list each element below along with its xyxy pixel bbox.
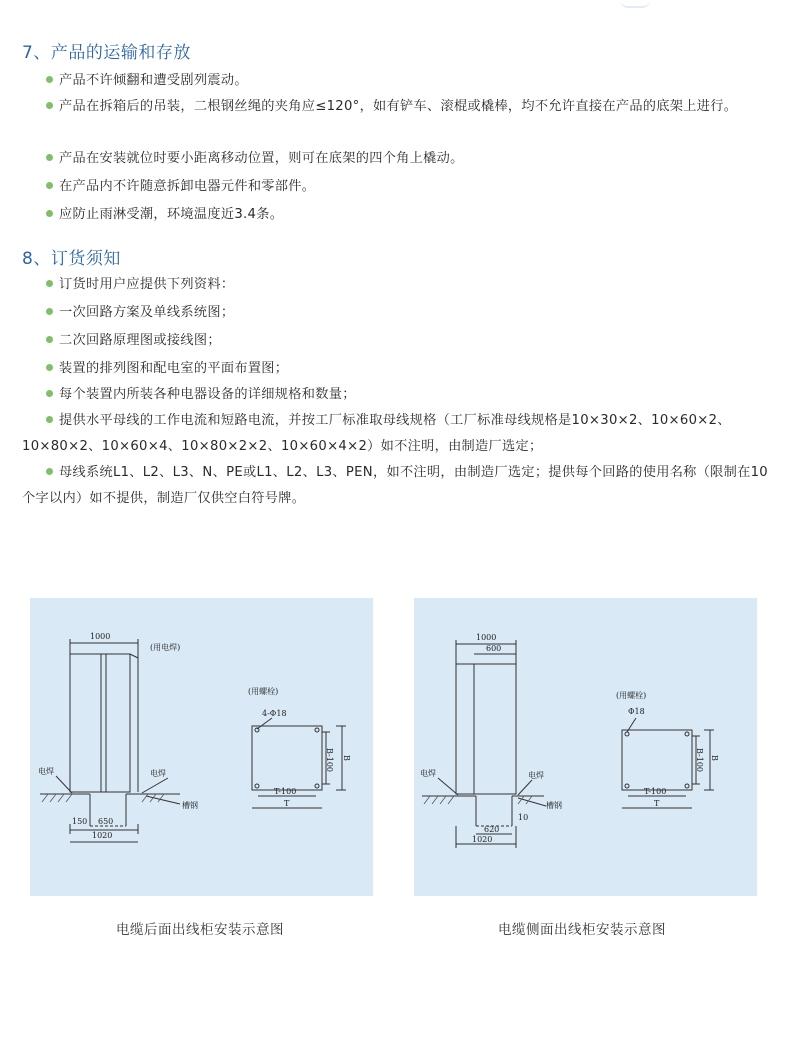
- bullet-icon: [46, 280, 53, 287]
- bullet-icon: [46, 468, 53, 475]
- label-bolt: (用螺栓): [616, 691, 647, 700]
- bullet-icon: [46, 308, 53, 315]
- bullet-icon: [46, 210, 53, 217]
- dim-10: 10: [518, 813, 529, 822]
- list-item: 在产品内不许随意拆卸电器元件和零部件。: [22, 174, 778, 200]
- figure-side-outlet: [414, 598, 757, 896]
- figure-rear-outlet-caption: 电缆后面出线柜安装示意图: [116, 922, 284, 938]
- section-8-title: 8、订货须知: [22, 249, 121, 269]
- base-plan: [252, 726, 322, 790]
- bullet-icon: [46, 154, 53, 161]
- label-weld-right: 电焊: [528, 771, 544, 780]
- figure-side-outlet-caption: 电缆侧面出线柜安装示意图: [498, 922, 666, 938]
- label-channel: 槽钢: [182, 801, 198, 810]
- dim-650: 650: [98, 817, 114, 826]
- dim-t: T: [284, 799, 290, 808]
- list-item: 母线系统L1、L2、L3、N、PE或L1、L2、L3、PEN，如不注明，由制造厂选定；提供每个回路的使用名称（限制在10个字以内）如不提供，制造厂仅供空白符号牌。: [22, 465, 768, 506]
- dim-b100: B-100: [325, 748, 334, 772]
- top-decoration: [620, 0, 650, 8]
- dim-600: 600: [486, 644, 502, 653]
- list-item: 产品不许倾翻和遭受剧列震动。: [22, 68, 778, 94]
- list-item: 每个装置内所装各种电器设备的详细规格和数量；: [22, 382, 778, 408]
- list-item: 二次回路原理图或接线图；: [22, 328, 778, 354]
- dim-t100: T-100: [274, 787, 297, 796]
- list-item: 产品在拆箱后的吊装，二根钢丝绳的夹角应≤120°，如有铲车、滚棍或橇棒，均不允许直接在产品的底架上进行。: [22, 94, 778, 120]
- bullet-icon: [46, 364, 53, 371]
- dim-width: 1000: [476, 633, 497, 642]
- bullet-icon: [46, 76, 53, 83]
- dim-b100: B-100: [695, 748, 704, 772]
- dim-1020: 1020: [92, 831, 113, 840]
- section-7-title: 7、产品的运输和存放: [22, 43, 191, 63]
- dim-1020: 1020: [472, 835, 493, 844]
- dim-width: 1000: [90, 632, 111, 641]
- bullet-icon: [46, 390, 53, 397]
- label-weld-right: 电焊: [150, 769, 166, 778]
- list-item: 提供水平母线的工作电流和短路电流，并按工厂标准取母线规格（工厂标准母线规格是10×30×2、10×60×2、10×80×2、10×60×4、10×80×2×2、10×60×4×2）如不注明，由制造厂选定；: [22, 413, 731, 454]
- list-item: 应防止雨淋受潮，环境温度近3.4条。: [22, 202, 778, 228]
- dim-t: T: [654, 799, 660, 808]
- dim-150: 150: [72, 817, 88, 826]
- cabinet-outline: [456, 664, 516, 794]
- bullet-icon: [46, 416, 53, 423]
- label-hole: Φ18: [628, 707, 645, 716]
- label-channel: 槽钢: [546, 801, 562, 810]
- dim-620: 620: [484, 825, 500, 834]
- label-weld-top: (用电焊): [150, 643, 181, 652]
- bullet-icon: [46, 102, 53, 109]
- base-plan: [622, 730, 692, 790]
- list-item: 一次回路方案及单线系统图；: [22, 300, 778, 326]
- label-bolt: (用螺栓): [248, 687, 279, 696]
- cabinet-outline: [70, 654, 130, 792]
- figure-rear-outlet: [30, 598, 373, 896]
- dim-t100: T-100: [644, 787, 667, 796]
- bullet-icon: [46, 182, 53, 189]
- label-hole: 4-Φ18: [262, 709, 287, 718]
- bullet-icon: [46, 336, 53, 343]
- label-weld-left: 电焊: [420, 769, 436, 778]
- list-item: 订货时用户应提供下列资料：: [22, 272, 778, 298]
- list-item: 产品在安装就位时要小距离移动位置，则可在底架的四个角上橇动。: [22, 146, 778, 172]
- label-weld-left: 电焊: [38, 767, 54, 776]
- dim-b: B: [710, 755, 719, 761]
- dim-b: B: [342, 755, 351, 761]
- list-item: 装置的排列图和配电室的平面布置图；: [22, 356, 778, 382]
